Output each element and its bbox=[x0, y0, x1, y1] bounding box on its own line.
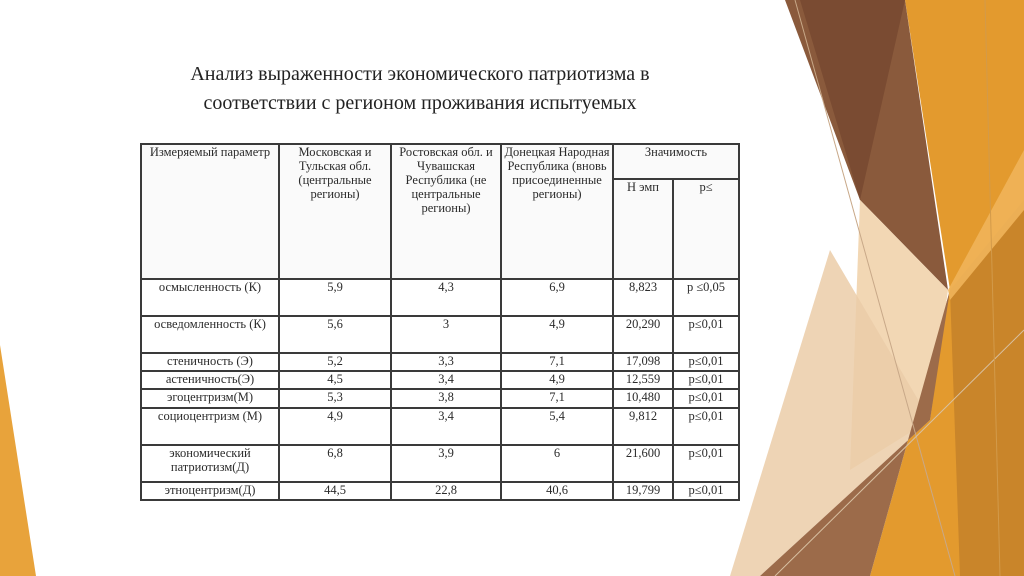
cell-rostov: 3 bbox=[391, 316, 501, 353]
cell-rostov: 3,8 bbox=[391, 389, 501, 407]
cell-param: стеничность (Э) bbox=[141, 353, 279, 371]
cell-rostov: 22,8 bbox=[391, 482, 501, 501]
cell-p: p≤0,01 bbox=[673, 371, 739, 389]
table-row bbox=[141, 371, 739, 389]
cell-donetsk: 4,9 bbox=[501, 371, 613, 389]
title-line-2: соответствии с регионом проживания испытуемых bbox=[203, 92, 637, 114]
cell-donetsk: 4,9 bbox=[501, 316, 613, 353]
cell-h-emp: 21,600 bbox=[613, 445, 673, 482]
table-row bbox=[141, 408, 739, 445]
cell-h-emp: 20,290 bbox=[613, 316, 673, 353]
header-h-emp: Н эмп bbox=[613, 179, 673, 279]
header-moscow: Московская и Тульская обл. (центральные регионы) bbox=[279, 144, 391, 279]
cell-donetsk: 40,6 bbox=[501, 482, 613, 501]
title-line-1: Анализ выраженности экономического патриотизма в bbox=[190, 63, 650, 85]
cell-rostov: 3,4 bbox=[391, 408, 501, 445]
results-table bbox=[140, 143, 740, 501]
cell-h-emp: 9,812 bbox=[613, 408, 673, 445]
cell-moscow: 4,9 bbox=[279, 408, 391, 445]
cell-p: p≤0,01 bbox=[673, 445, 739, 482]
cell-rostov: 3,4 bbox=[391, 371, 501, 389]
header-row-1 bbox=[141, 144, 739, 179]
table-row bbox=[141, 353, 739, 371]
cell-moscow: 5,3 bbox=[279, 389, 391, 407]
slide-title bbox=[100, 60, 740, 118]
cell-h-emp: 12,559 bbox=[613, 371, 673, 389]
cell-p: p≤0,01 bbox=[673, 389, 739, 407]
cell-rostov: 3,9 bbox=[391, 445, 501, 482]
cell-moscow: 4,5 bbox=[279, 371, 391, 389]
cell-rostov: 4,3 bbox=[391, 279, 501, 316]
cell-p: p≤0,01 bbox=[673, 482, 739, 501]
cell-param: осведомленность (К) bbox=[141, 316, 279, 353]
cell-h-emp: 17,098 bbox=[613, 353, 673, 371]
cell-moscow: 5,9 bbox=[279, 279, 391, 316]
cell-p: p≤0,01 bbox=[673, 408, 739, 445]
cell-param: астеничность(Э) bbox=[141, 371, 279, 389]
cell-param: эгоцентризм(М) bbox=[141, 389, 279, 407]
header-rostov: Ростовская обл. и Чувашская Республика (не центральные регионы) bbox=[391, 144, 501, 279]
cell-p: p≤0,01 bbox=[673, 316, 739, 353]
header-donetsk: Донецкая Народная Республика (вновь присоединенные регионы) bbox=[501, 144, 613, 279]
table-row bbox=[141, 279, 739, 316]
cell-donetsk: 6 bbox=[501, 445, 613, 482]
cell-moscow: 6,8 bbox=[279, 445, 391, 482]
table-row bbox=[141, 482, 739, 501]
cell-h-emp: 8,823 bbox=[613, 279, 673, 316]
cell-moscow: 5,2 bbox=[279, 353, 391, 371]
header-significance: Значимость bbox=[613, 144, 739, 179]
cell-param: этноцентризм(Д) bbox=[141, 482, 279, 501]
table-row bbox=[141, 445, 739, 482]
cell-donetsk: 7,1 bbox=[501, 353, 613, 371]
header-p: p≤ bbox=[673, 179, 739, 279]
cell-p: p ≤0,05 bbox=[673, 279, 739, 316]
cell-p: p≤0,01 bbox=[673, 353, 739, 371]
cell-donetsk: 6,9 bbox=[501, 279, 613, 316]
table-row bbox=[141, 389, 739, 407]
cell-param: экономический патриотизм(Д) bbox=[141, 445, 279, 482]
cell-param: социоцентризм (М) bbox=[141, 408, 279, 445]
cell-moscow: 44,5 bbox=[279, 482, 391, 501]
cell-h-emp: 19,799 bbox=[613, 482, 673, 501]
cell-donetsk: 5,4 bbox=[501, 408, 613, 445]
header-param: Измеряемый параметр bbox=[141, 144, 279, 279]
cell-rostov: 3,3 bbox=[391, 353, 501, 371]
left-accent-triangle bbox=[0, 345, 36, 576]
cell-param: осмысленность (К) bbox=[141, 279, 279, 316]
cell-moscow: 5,6 bbox=[279, 316, 391, 353]
table-row bbox=[141, 316, 739, 353]
cell-donetsk: 7,1 bbox=[501, 389, 613, 407]
cell-h-emp: 10,480 bbox=[613, 389, 673, 407]
